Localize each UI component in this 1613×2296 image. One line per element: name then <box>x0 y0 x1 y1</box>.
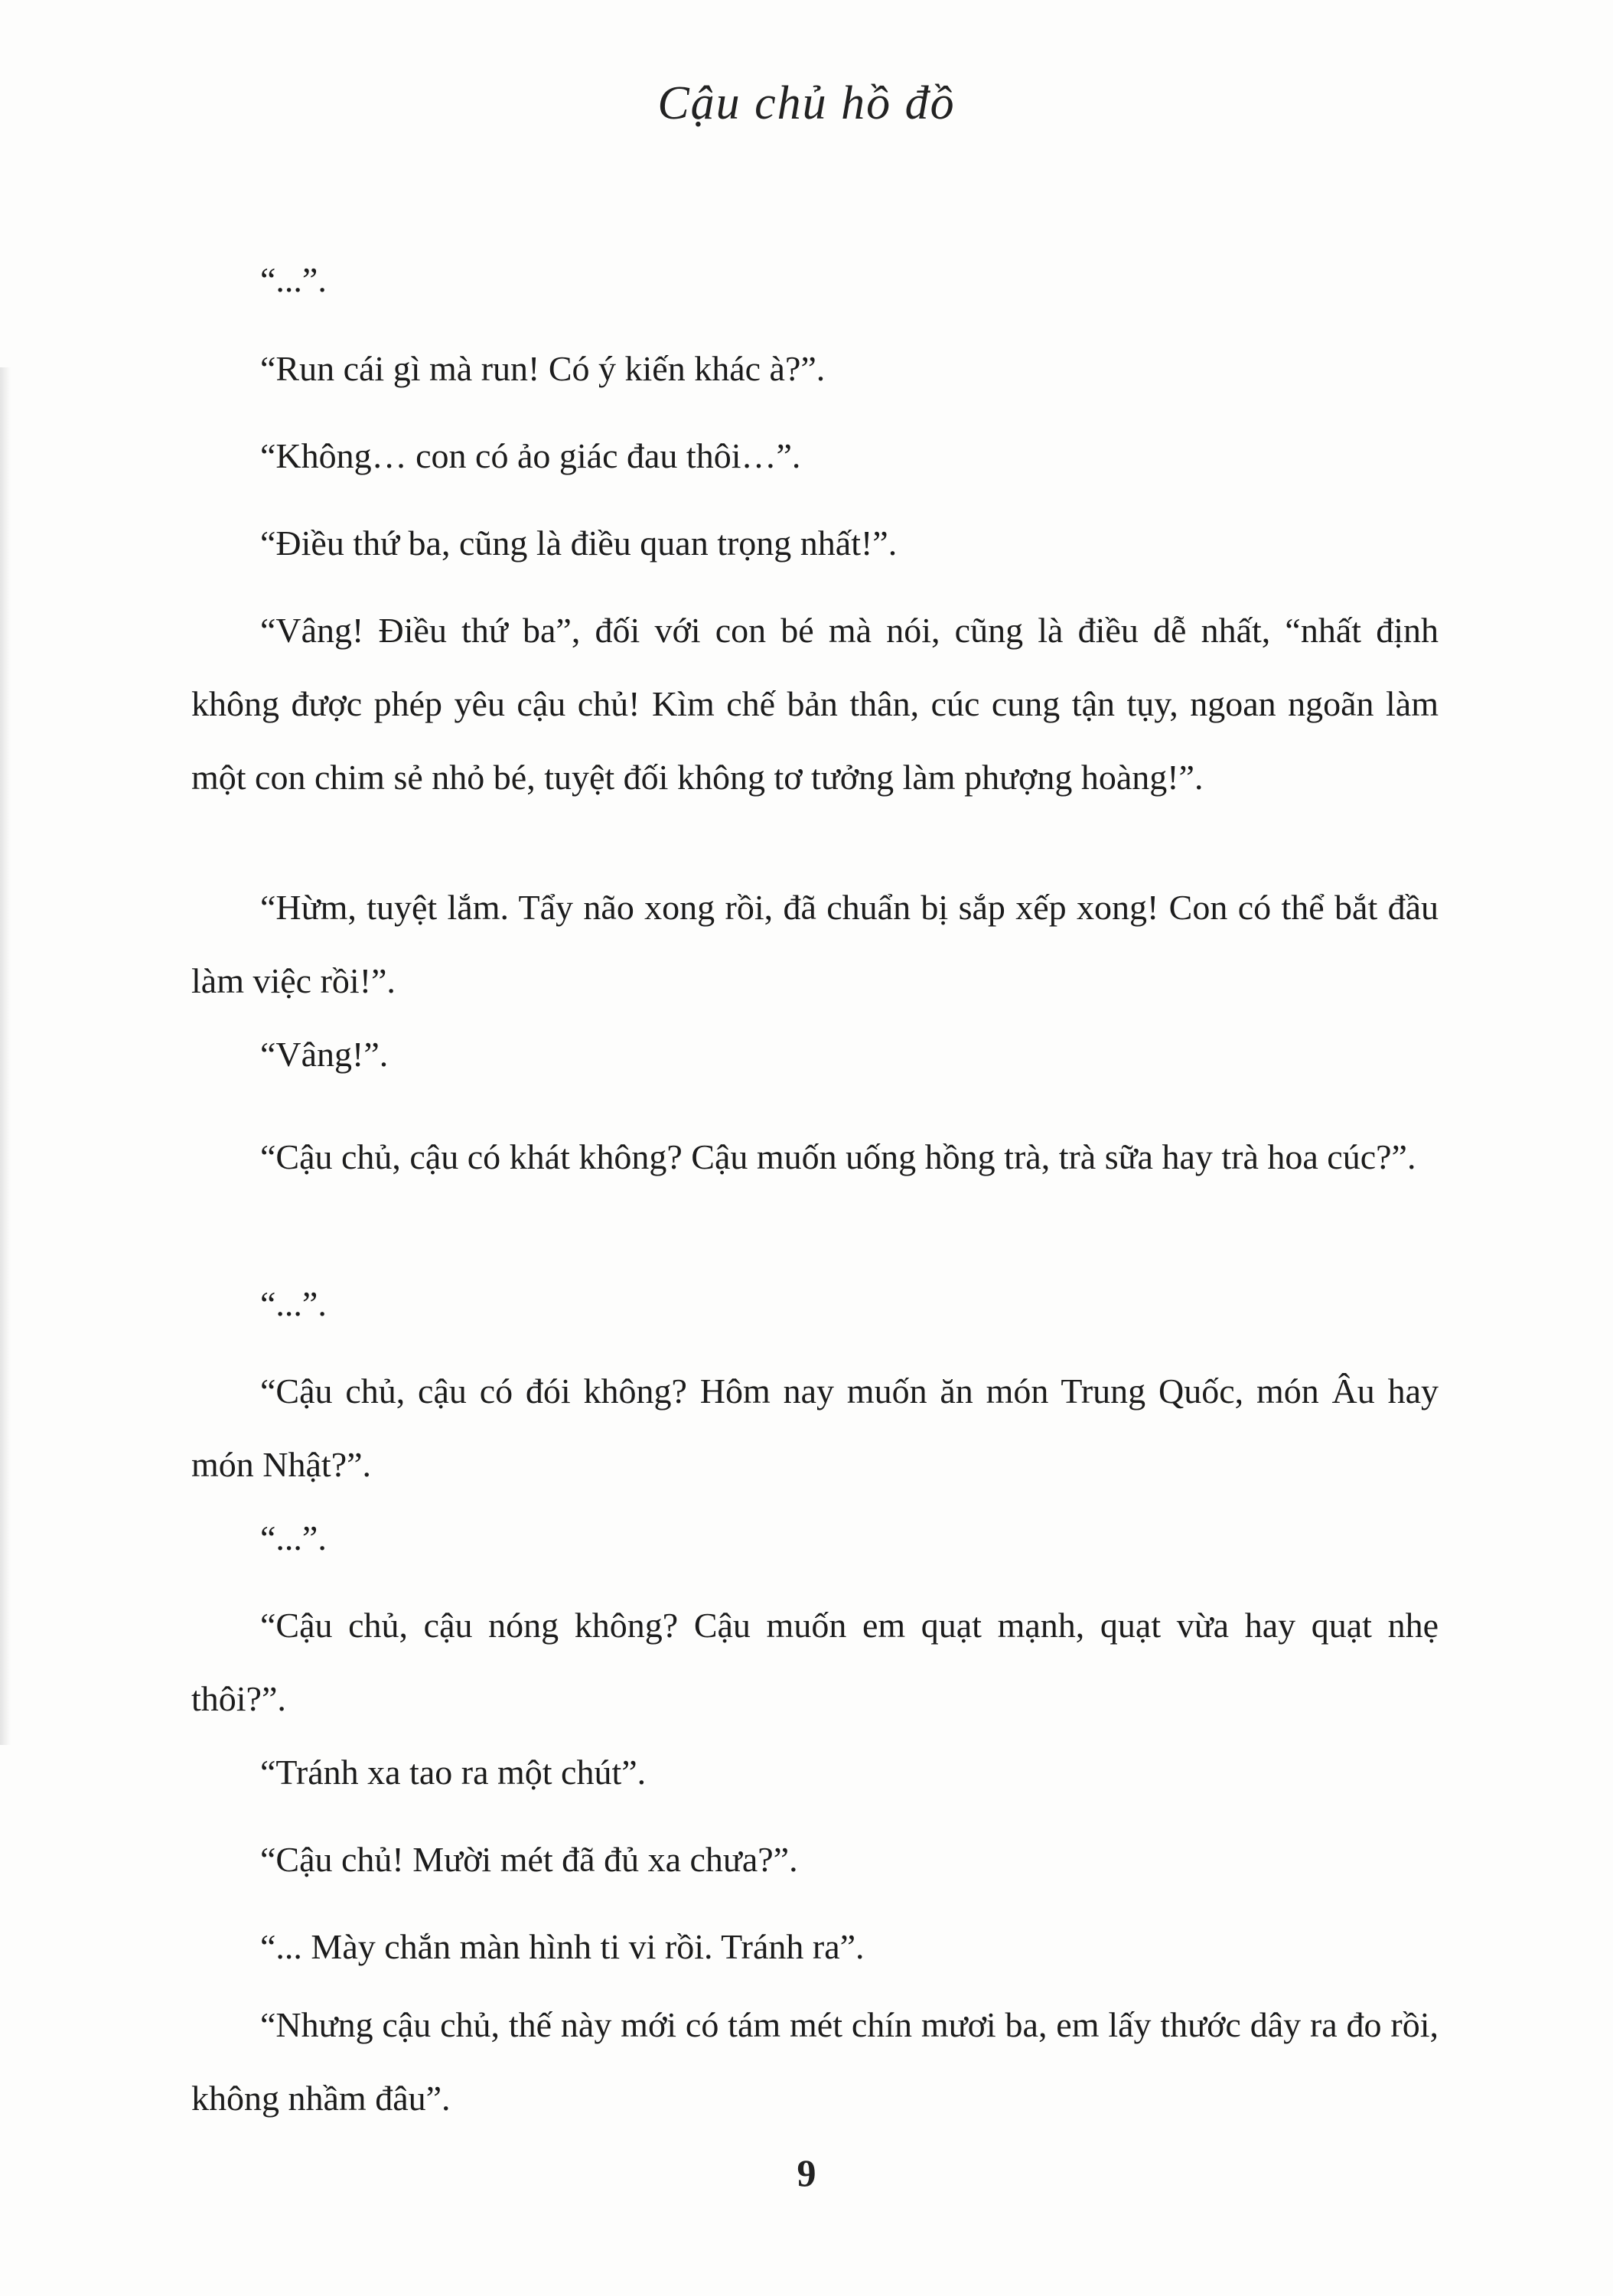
scan-edge-shadow <box>0 367 11 1745</box>
paragraph-5: “Vâng! Điều thứ ba”, đối với con bé mà nói, cũng là điều dễ nhất, “nhất định không được phép yêu cậu chủ! Kìm chế bản thân, cúc cung tận tụy, ngoan ngoãn làm một con chim sẻ nhỏ bé, tuyệt đối không tơ tưởng làm phượng hoàng!”. <box>191 611 1439 797</box>
paragraph-14: “Cậu chủ! Mười mét đã đủ xa chưa?”. <box>260 1840 798 1879</box>
page-number: 9 <box>797 2151 816 2194</box>
paragraph-2: “Run cái gì mà run! Có ý kiến khác à?”. <box>260 349 826 388</box>
paragraph-8: “Cậu chủ, cậu có khát không? Cậu muốn uống hồng trà, trà sữa hay trà hoa cúc?”. <box>260 1137 1416 1176</box>
paragraph-1: “...”. <box>260 260 327 299</box>
paragraph-7: “Vâng!”. <box>260 1035 389 1074</box>
paragraph-3: “Không… con có ảo giác đau thôi…”. <box>260 436 801 475</box>
paragraph-6: “Hừm, tuyệt lắm. Tẩy não xong rồi, đã chuẩn bị sắp xếp xong! Con có thể bắt đầu làm việc rồi!”. <box>191 888 1439 1000</box>
paragraph-11: “...”. <box>260 1518 327 1557</box>
paragraph-13: “Tránh xa tao ra một chút”. <box>260 1753 647 1792</box>
running-header: Cậu chủ hồ đồ <box>657 77 956 129</box>
paragraph-12: “Cậu chủ, cậu nóng không? Cậu muốn em quạt mạnh, quạt vừa hay quạt nhẹ thôi?”. <box>191 1606 1439 1718</box>
paragraph-15: “... Mày chắn màn hình ti vi rồi. Tránh ra”. <box>260 1927 865 1966</box>
paragraph-9: “...”. <box>260 1284 327 1323</box>
paragraph-16: “Nhưng cậu chủ, thế này mới có tám mét chín mươi ba, em lấy thước dây ra đo rồi, không nhầm đâu”. <box>191 2005 1439 2118</box>
paragraph-10: “Cậu chủ, cậu có đói không? Hôm nay muốn ăn món Trung Quốc, món Âu hay món Nhật?”. <box>191 1371 1439 1484</box>
paragraph-4: “Điều thứ ba, cũng là điều quan trọng nhất!”. <box>260 523 898 563</box>
